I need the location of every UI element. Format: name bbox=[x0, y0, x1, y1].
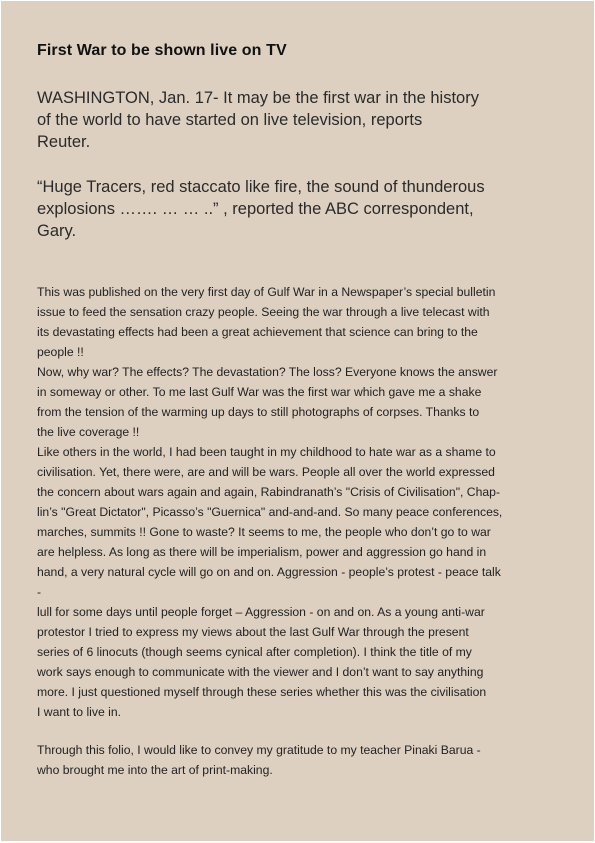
essay-line: the concern about wars again and again, Rabindranath’s "Crisis of Civilisation", Chap- bbox=[37, 485, 501, 499]
essay-body bbox=[37, 282, 567, 722]
quote-paragraph bbox=[37, 176, 557, 242]
essay-line: lull for some days until people forget – Aggression - on and on. As a young anti-war bbox=[37, 605, 485, 619]
essay-line: I want to live in. bbox=[37, 705, 121, 719]
lead-paragraph bbox=[37, 87, 557, 153]
closing-line: who brought me into the art of print-making. bbox=[37, 763, 273, 777]
essay-line: civilisation. Yet, there were, are and will be wars. People all over the world expressed bbox=[37, 465, 495, 479]
essay-line: This was published on the very first day of Gulf War in a Newspaper’s special bulletin bbox=[37, 285, 496, 299]
lead-line: WASHINGTON, Jan. 17- It may be the first war in the history bbox=[37, 89, 479, 107]
essay-line: protestor I tried to express my views about the last Gulf War through the present bbox=[37, 625, 469, 639]
essay-line: Like others in the world, I had been taught in my childhood to hate war as a shame to bbox=[37, 445, 496, 459]
essay-line: people !! bbox=[37, 345, 84, 359]
essay-line: more. I just questioned myself through these series whether this was the civilisation bbox=[37, 685, 487, 699]
essay-line: in someway or other. To me last Gulf War was the first war which gave me a shake bbox=[37, 385, 482, 399]
closing-line: Through this folio, I would like to convey my gratitude to my teacher Pinaki Barua - bbox=[37, 743, 481, 757]
quote-line: explosions ……. … … ..” , reported the ABC correspondent, bbox=[37, 200, 474, 218]
essay-line: series of 6 linocuts (though seems cynical after completion). I think the title of my bbox=[37, 645, 472, 659]
essay-line: marches, summits !! Gone to waste? It seems to me, the people who don’t go to war bbox=[37, 525, 491, 539]
quote-line: Gary. bbox=[37, 222, 77, 240]
quote-line: “Huge Tracers, red staccato like fire, the sound of thunderous bbox=[37, 178, 485, 196]
lead-line: Reuter. bbox=[37, 133, 91, 151]
document-page bbox=[1, 1, 594, 841]
essay-line: the live coverage !! bbox=[37, 425, 140, 439]
essay-line: work says enough to communicate with the viewer and I don’t want to say anything bbox=[37, 665, 484, 679]
article-headline: First War to be shown live on TV bbox=[37, 42, 287, 59]
lead-line: of the world to have started on live television, reports bbox=[37, 111, 423, 129]
closing-paragraph bbox=[37, 740, 567, 780]
essay-line: Now, why war? The effects? The devastation? The loss? Everyone knows the answer bbox=[37, 365, 498, 379]
essay-line: its devastating effects had been a great achievement that science can bring to the bbox=[37, 325, 478, 339]
essay-line: are helpless. As long as there will be imperialism, power and aggression go hand in bbox=[37, 545, 487, 559]
essay-line: lin’s "Great Dictator", Picasso’s "Guernica" and-and-and. So many peace conferences, bbox=[37, 505, 503, 519]
essay-line: - bbox=[37, 585, 42, 599]
essay-line: from the tension of the warming up days to still photographs of corpses. Thanks to bbox=[37, 405, 480, 419]
essay-line: issue to feed the sensation crazy people. Seeing the war through a live telecast with bbox=[37, 305, 490, 319]
essay-line: hand, a very natural cycle will go on and on. Aggression - people’s protest - peace talk bbox=[37, 565, 501, 579]
